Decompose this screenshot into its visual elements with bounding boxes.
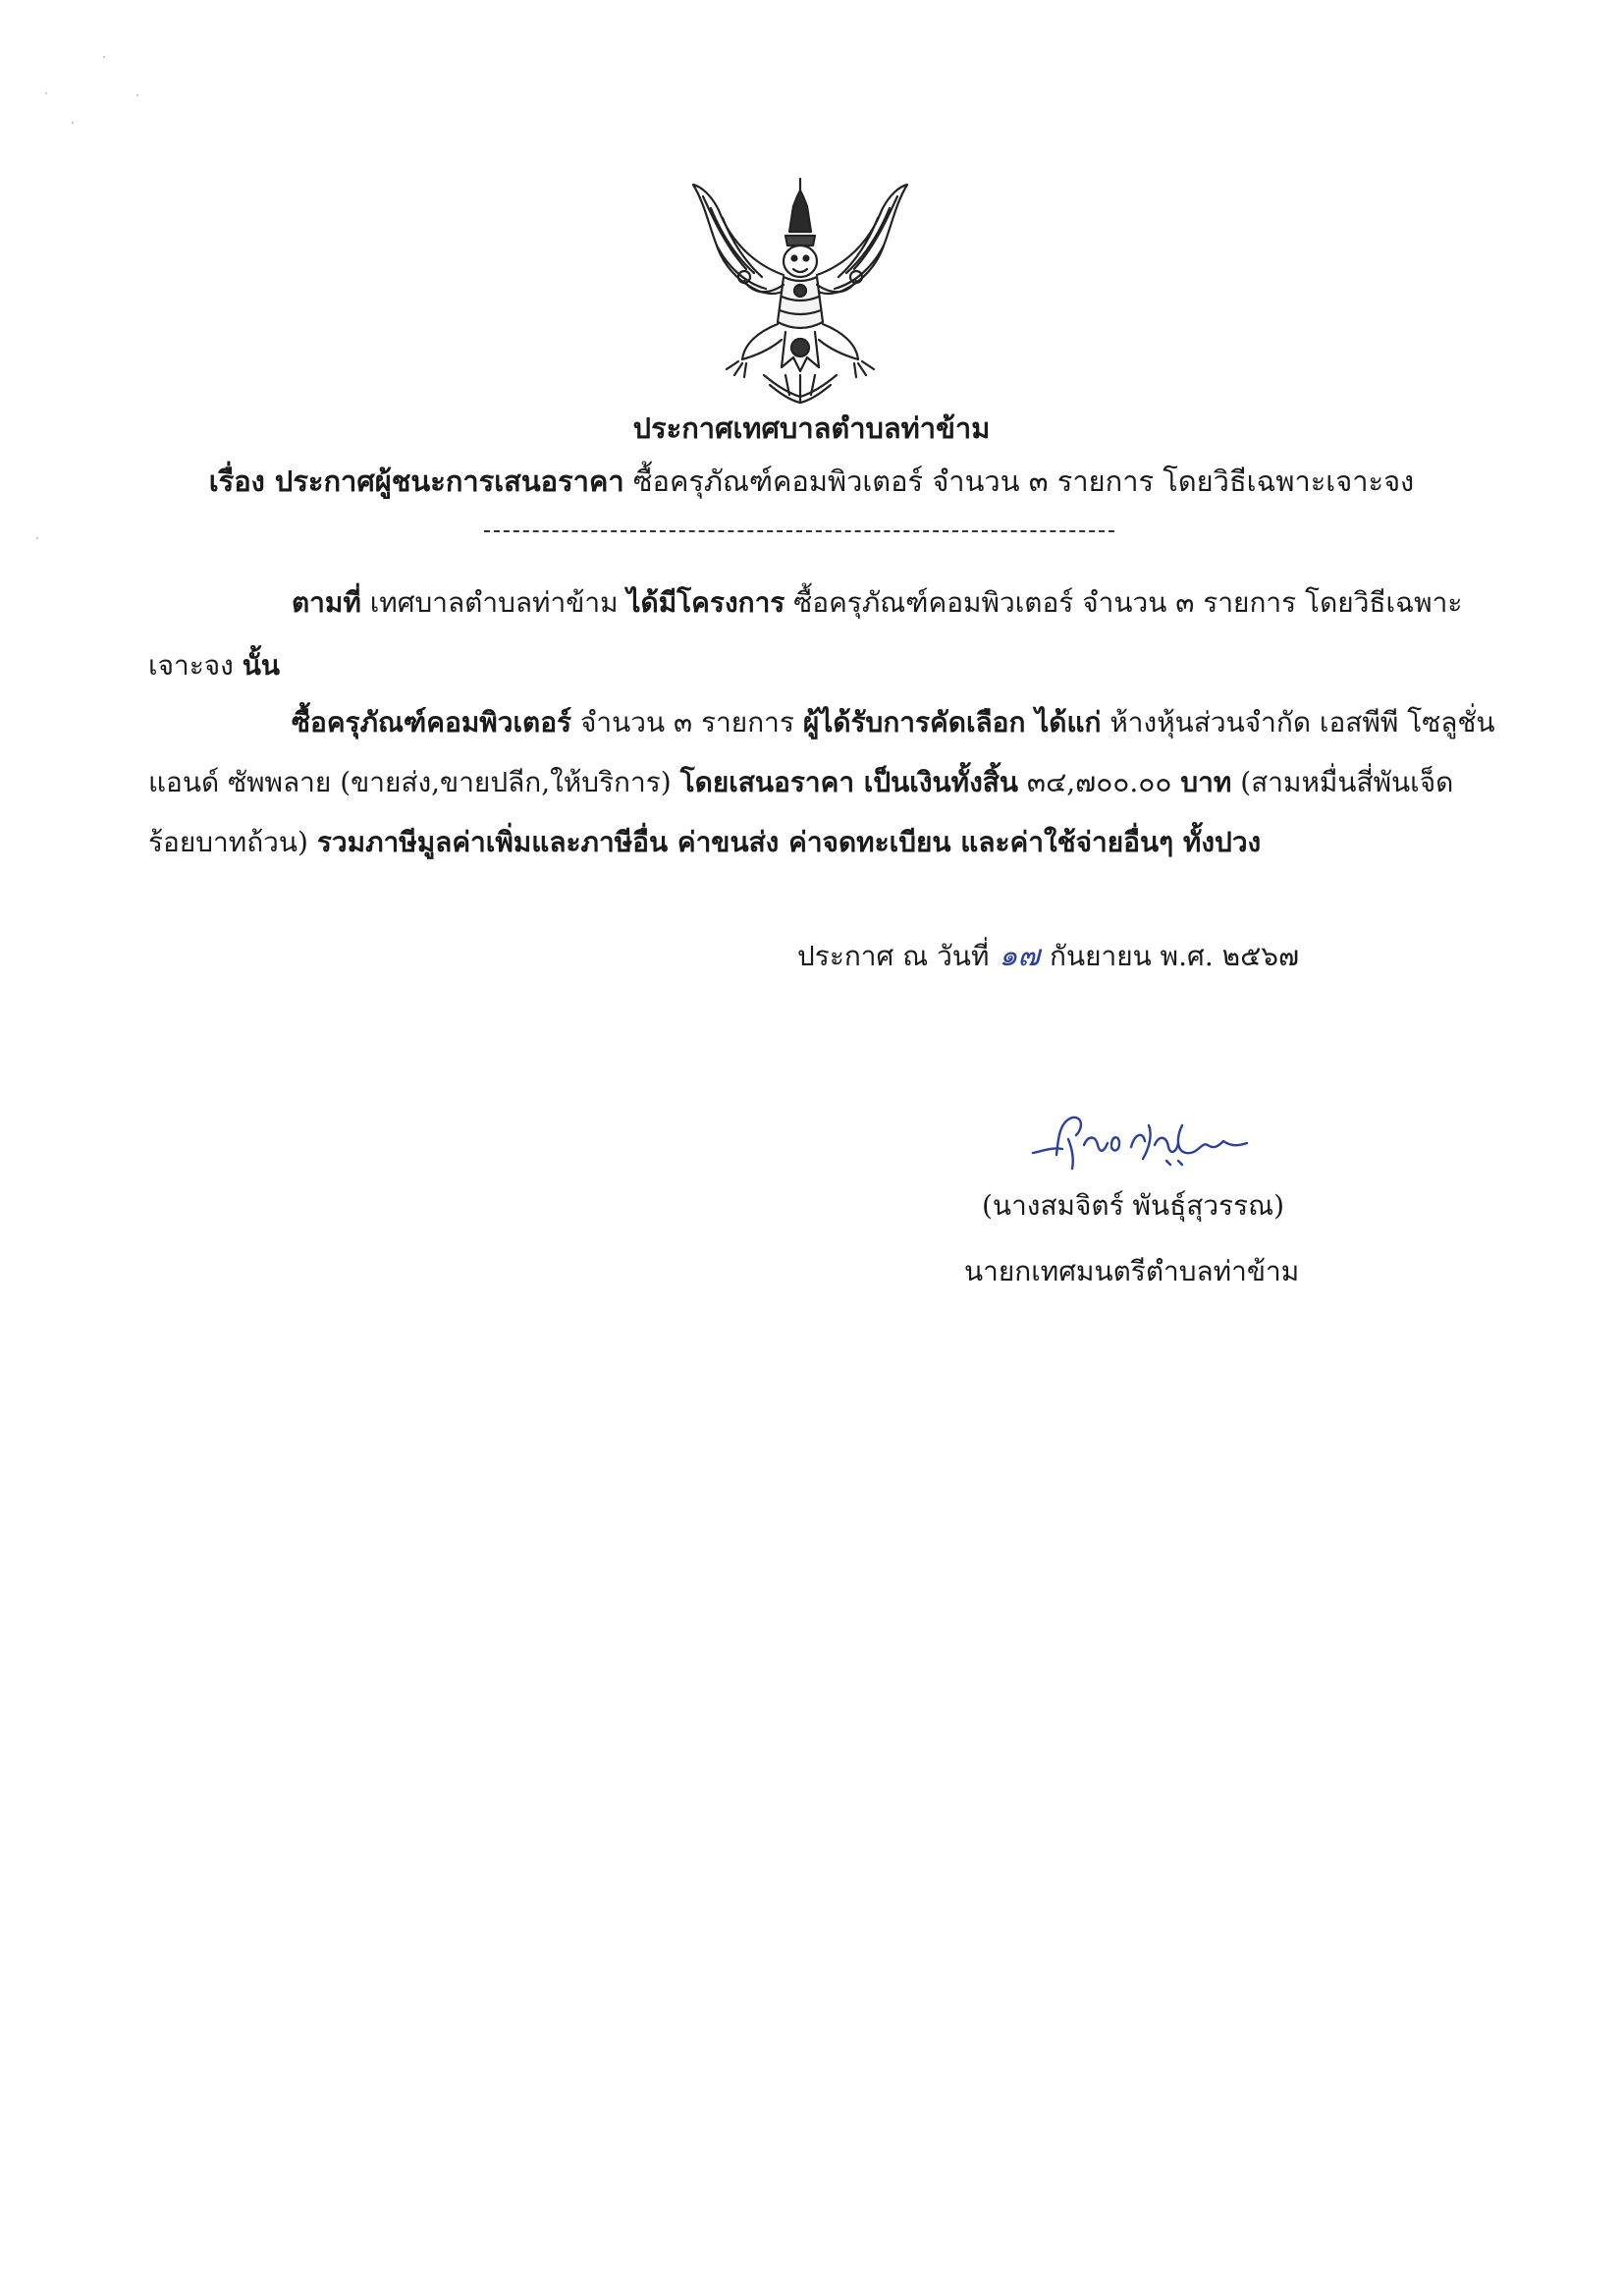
date-day-handwritten: ๑๗ [999,939,1041,973]
date-prefix: ประกาศ ณ วันที่ [797,940,990,972]
document-subject [0,462,1623,501]
text-run: แอนด์ ซัพพลาย (ขายส่ง,ขายปลีก,ให้บริการ) [148,766,680,798]
text-run: ร้อยบาทถ้วน) [148,826,317,858]
subject-label: เรื่อง ประกาศผู้ชนะการเสนอราคา [208,465,624,498]
text-run: เจาะจง [148,649,243,682]
text-run: ห้างหุ้นส่วนจำกัด เอสพีพี โซลูชั่น [1101,706,1495,738]
scan-speck [136,94,138,96]
scan-speck [72,122,74,124]
text-run: ได้มีโครงการ [626,586,785,619]
paragraph-2-line-2 [148,763,1453,802]
text-run: เทศบาลตำบลท่าข้าม [360,586,627,619]
handwritten-signature [1029,1106,1257,1175]
signer-position: นายกเทศมนตรีตำบลท่าข้าม [964,1255,1300,1287]
text-run: บาท [1180,766,1232,798]
paragraph-1-line-2 [148,646,280,685]
paragraph-2-line-3 [148,823,1261,862]
text-run: ซื้อครุภัณฑ์คอมพิวเตอร์ จำนวน ๓ รายการ โดยวิธีเฉพาะ [784,586,1463,619]
text-run: ๓๔,๗๐๐.๐๐ [1018,766,1181,798]
text-run: รวมภาษีมูลค่าเพิ่มและภาษีอื่น ค่าขนส่ง ค่าจดทะเบียน และค่าใช้จ่ายอื่นๆ ทั้งปวง [316,826,1262,858]
garuda-emblem-icon [687,175,913,407]
text-run: ซื้อครุภัณฑ์คอมพิวเตอร์ [292,706,572,738]
scan-speck [36,537,38,539]
paragraph-2-line-1 [292,703,1495,742]
date-suffix: กันยายน พ.ศ. ๒๕๖๗ [1050,940,1300,972]
text-run: นั้น [242,649,280,682]
divider-line [484,530,1114,532]
subject-text: ซื้อครุภัณฑ์คอมพิวเตอร์ จำนวน ๓ รายการ โดยวิธีเฉพาะเจาะจง [632,465,1415,498]
paragraph-1-line-1 [292,583,1462,623]
signer-name: (นางสมจิตร์ พันธุ์สุวรรณ) [982,1189,1285,1222]
text-run: (สามหมื่นสี่พันเจ็ด [1231,766,1454,798]
text-run: ผู้ได้รับการคัดเลือก ได้แก่ [802,706,1102,738]
announcement-date [797,937,1299,976]
text-run: ตามที่ [292,586,361,619]
text-run: จำนวน ๓ รายการ [571,706,803,738]
scan-speck [45,92,47,94]
document-title: ประกาศเทศบาลตำบลท่าข้าม [632,411,991,445]
scan-speck [103,56,105,58]
text-run: โดยเสนอราคา เป็นเงินทั้งสิ้น [679,766,1019,798]
